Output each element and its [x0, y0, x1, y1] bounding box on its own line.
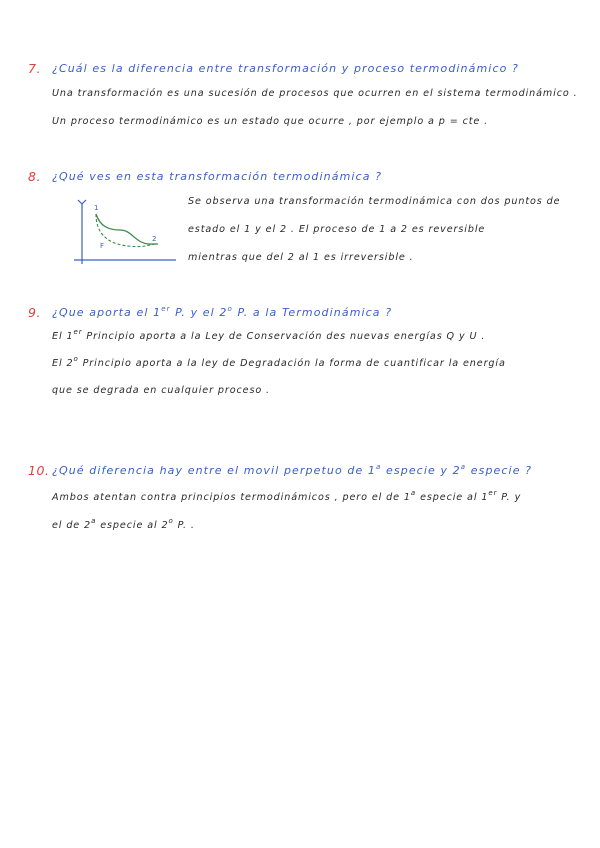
- answer-line: el de 2$^a$ especie al 2$^o$ P. .: [52, 517, 195, 531]
- answer-line: Un proceso termodinámico es un estado que ocurre , por ejemplo a p = cte .: [52, 116, 489, 127]
- curve-f-label: F: [100, 242, 105, 250]
- answer-line: estado el 1 y el 2 . El proceso de 1 a 2 es reversible: [188, 224, 486, 235]
- question-text: ¿Que aporta el 1er P. y el 2$^o$ P. a la Termodinámica ?: [52, 304, 393, 319]
- irreversible-curve: [96, 214, 158, 247]
- question-10: [28, 458, 532, 482]
- answer-line: que se degrada en cualquier proceso .: [52, 385, 271, 396]
- question-number: 8.: [28, 168, 41, 184]
- question-9: [28, 300, 392, 324]
- question-text: ¿Cuál es la diferencia entre transformación y proceso termodinámico ?: [52, 61, 519, 75]
- question-number: 9.: [28, 304, 41, 320]
- pv-diagram: [68, 196, 180, 270]
- answer-line: El 1er Principio aporta a la Ley de Conservación des nuevas energías Q y U .: [52, 328, 486, 342]
- reversible-curve: [96, 214, 158, 244]
- answer-line: El 2$^o$ Principio aporta a la ley de Degradación la forma de cuantificar la energía: [52, 355, 506, 369]
- question-7: [28, 56, 519, 80]
- question-number: 7.: [28, 60, 41, 76]
- question-number: 10.: [28, 462, 50, 478]
- answer-line: mientras que del 2 al 1 es irreversible .: [188, 252, 414, 263]
- point-2-label: 2: [152, 235, 157, 243]
- question-text: ¿Qué diferencia hay entre el movil perpetuo de 1$^a$ especie y 2$^a$ especie ?: [52, 462, 533, 477]
- question-8: [28, 164, 382, 188]
- answer-line: Se observa una transformación termodinámica con dos puntos de: [188, 196, 561, 207]
- question-text: ¿Qué ves en esta transformación termodinámica ?: [52, 169, 383, 183]
- answer-line: Una transformación es una sucesión de procesos que ocurren en el sistema termodinámico .: [52, 88, 578, 99]
- point-1-label: 1: [94, 204, 99, 212]
- answer-line: Ambos atentan contra principios termodinámicos , pero el de 1$^a$ especie al 1er P. y: [52, 489, 522, 503]
